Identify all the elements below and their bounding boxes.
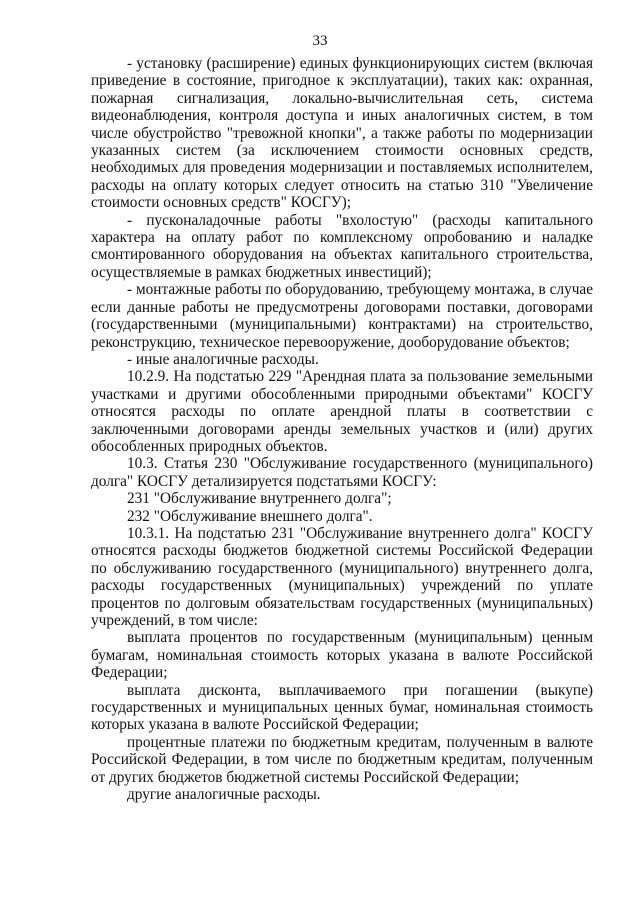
document-body <box>91 55 593 803</box>
paragraph-interest-payments: выплата процентов по государственным (муниципальным) ценным бумагам, номинальная стоимость которых указана в валюте Российской Федерации; <box>91 629 593 682</box>
paragraph-other-expenses: - иные аналогичные расходы. <box>127 350 319 368</box>
paragraph-231: 231 "Обслуживание внутреннего долга"; <box>127 490 392 508</box>
paragraph-232: 232 "Обслуживание внешнего долга". <box>127 507 373 525</box>
paragraph-10-3-1: 10.3.1. На подстатью 231 "Обслуживание внутреннего долга" КОСГУ относятся расходы бюджетов бюджетной системы Российской Федерации по обслуживанию государственного (муниципального) внутреннего долга, расходы государственных (муниципальных) учреждений по уплате процентов по долговым обязательствам государственных (муниципальных) учреждений, в том числе: <box>91 524 593 629</box>
paragraph-10-3: 10.3. Статья 230 "Обслуживание государственного (муниципального) долга" КОСГУ детализируется подстатьями КОСГУ: <box>91 455 593 490</box>
paragraph-mounting-works: - монтажные работы по оборудованию, требующему монтажа, в случае если данные работы не предусмотрены договорами поставки, договорами (государственными (муниципальными) контрактами) на строительство, реконструкцию, техническое перевооружение, дооборудование объектов; <box>91 281 593 351</box>
paragraph-installation-systems: - установку (расширение) единых функционирующих систем (включая приведение в состояние, пригодное к эксплуатации), таких как: охранная, пожарная сигнализация, локально-вычислительная сеть, система видеонаблюдения, контроля доступа и иных аналогичных систем, в том числе обустройство "тревожной кнопки", а также работы по модернизации указанных систем (за исключением стоимости основных средств, необходимых для проведения модернизации и поставляемых исполнителем, расходы на оплату которых следует относить на статью 310 "Увеличение стоимости основных средств" КОСГУ); <box>91 55 593 212</box>
page-number: 33 <box>312 33 328 49</box>
paragraph-commissioning-works: - пусконаладочные работы "вхолостую" (расходы капитального характера на оплату работ по комплексному опробованию и наладке смонтированного оборудования на объектах капитального строительства, осуществляемые в рамках бюджетных инвестиций); <box>91 211 593 281</box>
paragraph-10-2-9: 10.2.9. На подстатью 229 "Арендная плата за пользование земельными участками и другими обособленными природными объектами" КОСГУ относятся расходы по оплате арендной платы в соответствии с заключенными договорами аренды земельных участков и (или) других обособленных природных объектов. <box>91 368 593 455</box>
paragraph-budget-credits: процентные платежи по бюджетным кредитам, полученным в валюте Российской Федерации, в том числе по бюджетным кредитам, полученным от других бюджетов бюджетной системы Российской Федерации; <box>91 733 593 786</box>
paragraph-other-similar: другие аналогичные расходы. <box>127 786 321 804</box>
paragraph-discount-payments: выплата дисконта, выплачиваемого при погашении (выкупе) государственных и муниципальных ценных бумаг, номинальная стоимость которых указана в валюте Российской Федерации; <box>91 681 593 734</box>
